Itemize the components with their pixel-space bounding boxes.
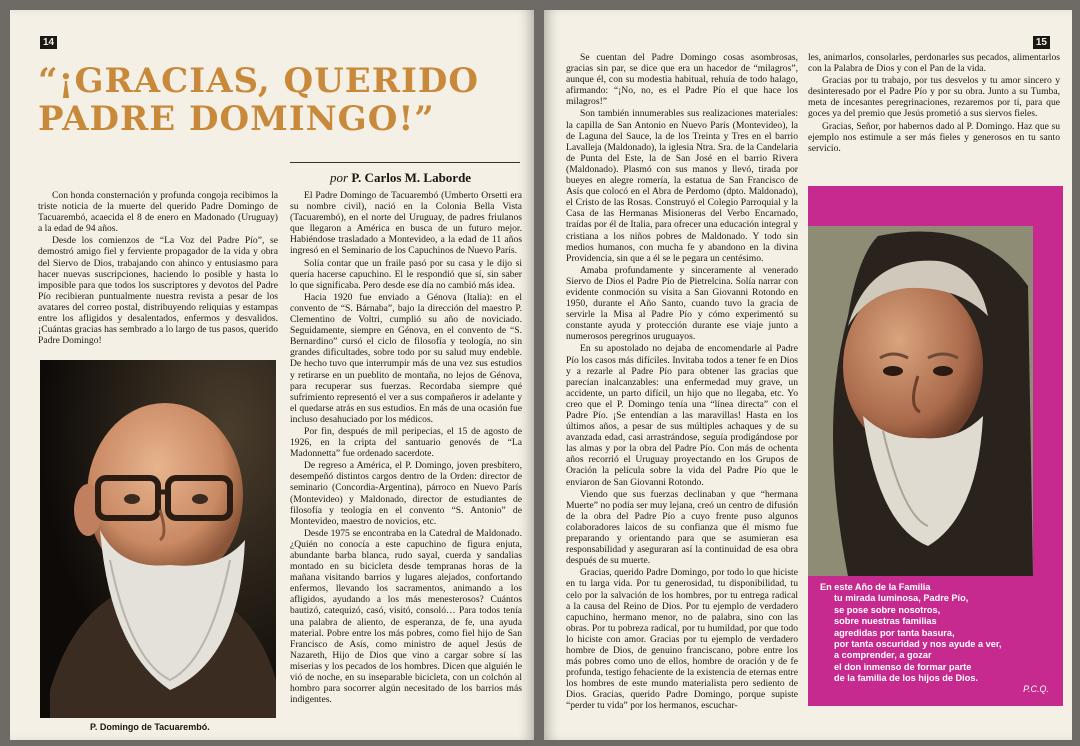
paragraph: Gracias, Señor, por habernos dado al P. Domingo. Haz que su ejemplo nos estimule a ser más fieles y generosos en tu santo servicio.	[808, 120, 1060, 154]
prayer-text	[820, 582, 1056, 685]
paragraph: Viendo que sus fuerzas declinaban y que “hermana Muerte” no podía ser muy lejana, creó un centro de difusión de la obra del Padre Pío a cuyo frente puso algunos colaboradores laicos de su confianza que él mismo fue preparando y orientando para que se asumieran esa responsabilidad y aseguraran así la continuidad de esa obra después de su muerte.	[566, 488, 798, 567]
paragraph: Por fin, después de mil peripecias, el 15 de agosto de 1926, en la cripta del santuario genovés de “La Madonnetta” fue ordenado sacerdote.	[290, 425, 522, 460]
paragraph: Desde los comienzos de “La Voz del Padre Pío”, se demostró amigo fiel y ferviente propagador de la vida y obra del Siervo de Dios, trabajando con ahinco y entusiasmo para hacer nuevas suscripciones, haciendo lo posible y hasta lo imposible para que todos los suscriptores y devotos del Padre Pío recibieran puntualmente nuestra revista a pesar de los avatares del correo postal, distribuyendo reliquias y estampas entre los afligidos y desalentados, enfermos y desvalidos. ¡Cuántas gracias has sembrado a lo largo de tus pasos, querido Padre Domingo!	[38, 235, 278, 347]
portrait-photo-domingo	[40, 360, 276, 718]
right-page	[544, 10, 1072, 740]
paragraph: Son también innumerables sus realizaciones materiales: la capilla de San Antonio en Nuevo París (Montevideo), la de Laguna del Sauce, la de los Treinta y Tres en el barrio Lavalleja (Maldonado), la iglesia Ntra. Sra. de la Candelaria de Punta del Este, la de San José en el barrio Rivera (Maldonado). Plasmó con sus manos y llevó, tirada por bueyes en alegre romería, la estatua de San Francisco de Asís que colocó en el Abra de Perdomo (dpto. Maldonado), el Cristo de las Rosas. Construyó el Colegio Parroquial y la Casa de las Hermanas Misioneras del Verbo Encarnado, traídas por él de Italia, para ofrecer una educación integral y cristiana a los niños pobres de Maldonado. Y todo sin medios humanos, con mucha fe y abandono en la divina Providencia, sin que a él se le pegara un centésimo.	[566, 108, 798, 264]
prayer-line: por tanta oscuridad y nos ayude a ver,	[834, 639, 1002, 650]
left-column-2	[290, 190, 522, 730]
paragraph: Gracias por tu trabajo, por tus desvelos y tu amor sincero y desinteresado por el Padre Pío y por su obra. Junto a su Tumba, meta de incesantes peregrinaciones, rezaremos por tí, para que goces ya del premio que Jesús prometió a sus siervos fieles.	[808, 75, 1060, 120]
paragraph: Con honda consternación y profunda congoja recibimos la triste noticia de la muerte del querido Padre Domingo de Tacuarembó, acaecida el 8 de enero en Madonado (Uruguay) a la edad de 94 años.	[38, 190, 278, 235]
prayer-line: En este Año de la Familia	[820, 582, 931, 592]
signature-initials: P.C.Q.	[1023, 684, 1049, 694]
paragraph: Amaba profundamente y sinceramente al venerado Siervo de Dios el Padre Pío de Pietrelcina. Solía narrar con evidente conmoción su visita a San Giovanni Rotondo en 1950, durante el Año Santo, cuando tuvo la gracia de servirle la Misa al Padre Pío y cómo experimentó su constante ayuda y protección durante ese viaje junto a numerosos peregrinos uruguayos.	[566, 264, 798, 343]
right-column-2	[808, 52, 1060, 182]
prayer-line: de la familia de los hijos de Dios.	[834, 673, 978, 684]
left-column-1	[38, 190, 278, 356]
paragraph: En su apostolado no dejaba de encomendarle al Padre Pío los casos más difíciles. Invitaba todos a tener fe en Dios y a rezarle al Padre Pío para obtener las gracias que parecían inalcanzables: una enfermedad muy grave, un accidente, un parto difícil, un hijo que no llegaba, etc. Yo creo que el P. Domingo tenía una “línea directa” con el Padre Pío. ¡Se entendían a las maravillas! Hasta en los últimos años, a pesar de sus múltiples achaques y de su avanzada edad, casi arrastrándose, seguía prodigándose por las almas y por la obra del Padre Pío. Con más de ochenta años recorrió el Uruguay proyectando en los Grupos de Oración la película sobre la vida del Padre Pío que le enviaron de San Giovanni Rotondo.	[566, 343, 798, 488]
paragraph: El Padre Domingo de Tacuarembó (Umberto Orsetti era su nombre civil), nació en la Colonia Bella Vista (Tacuarembó), en el norte del Uruguay, de padres friulanos que llegaron a América en busca de un futuro mejor. Habiéndose trasladado a Montevideo, a la edad de 11 años ingresó en el Seminario de los Capuchinos de Nuevo París.	[290, 190, 522, 257]
prayer-line: se pose sobre nosotros,	[834, 604, 941, 615]
byline	[330, 170, 471, 186]
paragraph: les, animarlos, consolarles, perdonarles sus pecados, alimentarlos con la Palabra de Dios y con el Pan de la vida.	[808, 52, 1060, 75]
paragraph: Se cuentan del Padre Domingo cosas asombrosas, gracias sin par, se dice que era un hacedor de “milagros”, aunque él, con su modestia habitual, rehuía de todo halago, afirmando: “¡No, no, es el Padre Pío el que hace los milagros!”	[566, 52, 798, 108]
photo-caption: P. Domingo de Tacuarembó.	[90, 722, 210, 732]
page-number: 14	[40, 36, 57, 49]
paragraph: Hacia 1920 fue enviado a Génova (Italia): en el convento de “S. Bárnaba”, bajo la dirección del maestro P. Clementino de Voltri, cumplió su año de noviciado. Seguidamente, siempre en Génova, en el convento de “S. Bernardino” cursó el ciclo de filosofía y teología, no sin grandes dificultades, sobre todo por su salud muy endeble. De hecho tuvo que interrumpir más de una vez sus estudios y retirarse en un pueblito de montaña, no lejos de Génova, para recuperar sus fuerzas. Recordaba siempre qué sufrimiento representó el ver a sus compañeros ir adelante y el quedarse atrás en sus estudios. En más de una ocasión fue incluso desahuciado por los médicos.	[290, 291, 522, 425]
byline-prefix: por	[330, 170, 349, 185]
paragraph: De regreso a América, el P. Domingo, joven presbítero, desempeñó distintos cargos dentro de la Orden: director de seminario (Concordia-Argentina), párroco en Nuevo París (Montevideo) y Maldonado, director de estudiantes de filosofía y teología en el convento “S. Antonio” de Montevideo, maestro de novicios, etc.	[290, 460, 522, 527]
prayer-line: el don inmenso de formar parte	[834, 661, 972, 672]
paragraph: Desde 1975 se encontraba en la Catedral de Maldonado. ¿Quién no conocía a este capuchino de figura enjuta, abundante barba blanca, rudo sayal, cuerda y sandalias montado en su bicicleta desde tempranas horas de la mañana visitando barrios y lugares alejados, confortando enfermos, llevando los sacramentos, animando a los afligidos, ayudando a los más menesterosos? Cuántos bautizó, catequizó, casó, visitó, consoló… Para todos tenía una palabra de aliento, de esperanza, de fe, una ayuda material. Pobre entre los más pobres, como fiel hijo de San Francisco de Asís, como ministro de aquel Jesús de Nazareth, Hijo de Dios que vino a cargar sobre sí las miserias y los pecados de los hombres. Dicen que alguién le vió de noche, en su inseparable bicicleta, con un colchón al hombro para socorrer algún necesitado de los barrios más indigentes.	[290, 527, 522, 706]
left-page	[10, 10, 534, 740]
padre-pio-illustration	[808, 226, 1033, 576]
page-number: 15	[1033, 36, 1050, 49]
portrait-illustration	[40, 360, 276, 718]
prayer-line: sobre nuestras familias	[834, 616, 937, 627]
paragraph: Gracias, querido Padre Domingo, por todo lo que hiciste en tu larga vida. Por tu generosidad, tu disponibilidad, tu celo por la salvación de los hombres, por tu entrega radical a la causa del Reino de Dios. Por tu ejemplo de verdadero capuchino, hermano menor, no de palabra, sino con las obras. Por tu pobreza radical, por tu humildad, por que todo lo hiciste con amor. Gracias por tu ejemplo de verdadero hombre de Dios, de genuino franciscano, pobre entre los más pobres como uno de ellos, hombre de oración y de fe profunda, testigo fehaciente de la existencia de eternas entre los hombres de este mundo materialista pero sediento de Dios. Gracias, querido Padre Domingo, porque supiste “perder tu vida” por los hermanos, escuchar-	[566, 567, 798, 712]
prayer-line: agredidas por tanta basura,	[834, 627, 955, 638]
portrait-photo-padre-pio	[808, 226, 1033, 576]
prayer-line: a comprender, a gozar	[834, 650, 932, 661]
article-title: “¡GRACIAS, QUERIDO PADRE DOMINGO!”	[38, 61, 479, 139]
paragraph: Solía contar que un fraile pasó por su casa y le dijo si quería hacerse capuchino. El le respondió que sí, sin saber lo que significaba. Pero desde ese día no cambió más idea.	[290, 257, 522, 291]
title-rule	[290, 162, 520, 163]
right-column-1	[566, 52, 798, 732]
byline-name: P. Carlos M. Laborde	[351, 170, 472, 185]
prayer-line: tu mirada luminosa, Padre Pío,	[834, 593, 969, 604]
prayer-panel	[808, 186, 1063, 706]
